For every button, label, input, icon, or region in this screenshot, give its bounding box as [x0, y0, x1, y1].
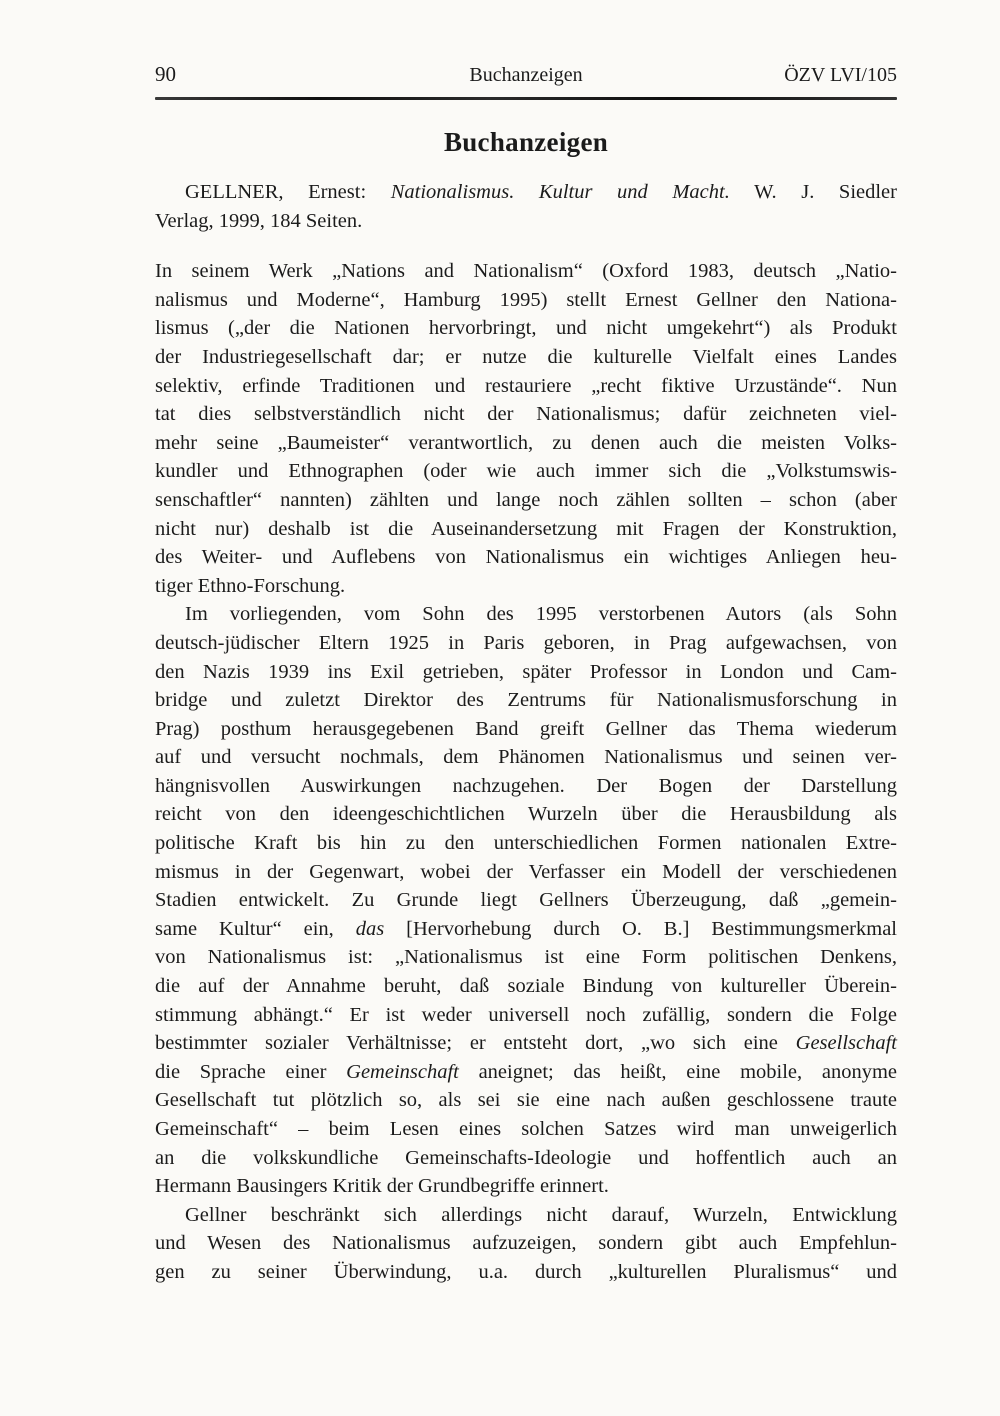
- text-run: gen zu seiner Überwindung, u.a. durch „kulturellen Pluralismus“ und: [155, 1260, 897, 1283]
- page-header: [155, 62, 897, 87]
- text-run: den Nazis 1939 ins Exil getrieben, später Professor in London und Cam-: [155, 660, 897, 683]
- text-line: [155, 658, 897, 687]
- journal-reference: ÖZV LVI/105: [784, 64, 897, 86]
- text-line: [155, 286, 897, 315]
- section-title: Buchanzeigen: [443, 127, 609, 157]
- text-run: tiger Ethno-Forschung.: [155, 574, 346, 597]
- text-run: reicht von den ideengeschichtlichen Wurzeln über die Herausbildung als: [155, 803, 897, 826]
- text-line: [155, 207, 897, 236]
- text-line: [155, 178, 897, 207]
- text-run: stimmung abhängt.“ Er ist weder universell noch zufällig, sondern die Folge: [155, 1003, 897, 1026]
- text-line: [155, 600, 897, 629]
- text-run: In seinem Werk „Nations and Nationalism“ (Oxford 1983, deutsch „Natio-: [155, 260, 897, 283]
- text-run: lismus („der die Nationen hervorbringt, und nicht umgekehrt“) als Produkt: [155, 317, 897, 340]
- text-line: [155, 772, 897, 801]
- text-line: [155, 629, 897, 658]
- text-run: Stadien entwickelt. Zu Grunde liegt Gellners Überzeugung, daß „gemein-: [155, 889, 897, 912]
- text-line: [155, 314, 897, 343]
- text-line: [155, 1058, 897, 1087]
- text-line: [155, 457, 897, 486]
- text-run: selektiv, erfinde Traditionen und restauriere „recht fiktive Urzustände“. Nun: [155, 374, 897, 397]
- text-line: [155, 972, 897, 1001]
- text-run: Gesellschaft tut plötzlich so, als sei sie eine nach außen geschlossene traute: [155, 1089, 897, 1112]
- text-line: [155, 800, 897, 829]
- text-run: von Nationalismus ist: „Nationalismus ist eine Form politischen Denkens,: [155, 946, 897, 969]
- text-column: [155, 62, 897, 1287]
- text-run: des Weiter- und Auflebens von Nationalismus ein wichtiges Anliegen heu-: [155, 546, 897, 569]
- italic-run: das: [355, 917, 385, 940]
- text-line: [155, 572, 897, 601]
- text-line: [155, 829, 897, 858]
- text-line: [155, 486, 897, 515]
- text-line: [155, 1086, 897, 1115]
- text-run: [Hervorhebung durch O. B.] Bestimmungsmerkmal: [384, 917, 897, 940]
- text-run: an die volkskundliche Gemeinschafts-Ideologie und hoffentlich auch an: [155, 1146, 897, 1169]
- paragraph: [155, 178, 897, 235]
- paragraph: [155, 600, 897, 1200]
- text-line: [155, 858, 897, 887]
- review-text: [155, 178, 897, 1287]
- text-run: Gemeinschaft“ – beim Lesen eines solchen Satzes wird man unweigerlich: [155, 1118, 897, 1140]
- text-line: [155, 372, 897, 401]
- paragraph: [155, 1201, 897, 1287]
- text-run: tat dies selbstverständlich nicht der Nationalismus; dafür zeichneten viel-: [155, 403, 897, 426]
- text-line: [155, 743, 897, 772]
- text-line: [155, 1144, 897, 1173]
- italic-run: Nationalismus. Kultur und Macht.: [390, 181, 730, 203]
- text-run: W. J. Siedler: [729, 181, 897, 203]
- text-run: deutsch-jüdischer Eltern 1925 in Paris geboren, in Prag aufgewachsen, von: [155, 631, 897, 654]
- text-line: [155, 400, 897, 429]
- text-run: aneignet; das heißt, eine mobile, anonyme: [458, 1060, 897, 1083]
- text-run: Verlag, 1999, 184 Seiten.: [155, 209, 363, 232]
- text-line: [155, 943, 897, 972]
- italic-run: Gesellschaft: [795, 1032, 897, 1055]
- text-line: [155, 686, 897, 715]
- italic-run: Gemeinschaft: [346, 1060, 459, 1083]
- text-line: [155, 1201, 897, 1230]
- text-run: die Sprache einer: [155, 1060, 347, 1083]
- text-run: politische Kraft bis hin zu den unterschiedlichen Formen nationalen Extre-: [155, 832, 897, 855]
- page-number: 90: [155, 62, 176, 86]
- text-run: GELLNER, Ernest:: [185, 181, 391, 203]
- text-run: bridge und zuletzt Direktor des Zentrums für Nationalismusforschung in: [155, 689, 897, 712]
- text-run: Prag) posthum herausgegebenen Band greift Gellner das Thema wiederum: [155, 717, 897, 740]
- text-run: die auf der Annahme beruht, daß soziale Bindung von kultureller Überein-: [155, 975, 897, 998]
- text-run: mismus in der Gegenwart, wobei der Verfasser ein Modell der verschiedenen: [155, 860, 897, 883]
- text-line: [155, 543, 897, 572]
- text-run: nalismus und Moderne“, Hamburg 1995) stellt Ernest Gellner den Nationa-: [155, 288, 897, 311]
- text-line: [155, 1229, 897, 1258]
- text-line: [155, 1029, 897, 1058]
- text-line: [155, 1172, 897, 1201]
- text-run: Gellner beschränkt sich allerdings nicht darauf, Wurzeln, Entwicklung: [185, 1203, 897, 1226]
- text-run: mehr seine „Baumeister“ verantwortlich, zu denen auch die meisten Volks-: [155, 431, 897, 454]
- text-line: [155, 915, 897, 944]
- text-line: [155, 1001, 897, 1030]
- header-rule: [155, 97, 897, 100]
- text-run: nicht nur) deshalb ist die Auseinandersetzung mit Fragen der Konstruktion,: [155, 517, 897, 540]
- text-run: der Industriegesellschaft dar; er nutze die kulturelle Vielfalt eines Landes: [155, 345, 897, 368]
- text-run: Hermann Bausingers Kritik der Grundbegriffe erinnert.: [155, 1175, 609, 1198]
- text-run: Im vorliegenden, vom Sohn des 1995 verstorbenen Autors (als Sohn: [185, 603, 897, 626]
- text-run: bestimmter sozialer Verhältnisse; er entsteht dort, „wo sich eine: [155, 1032, 796, 1055]
- text-run: kundler und Ethnographen (oder wie auch immer sich die „Volkstumswis-: [155, 460, 897, 483]
- text-line: [155, 715, 897, 744]
- text-line: [155, 1115, 897, 1144]
- text-run: auf und versucht nochmals, dem Phänomen Nationalismus und seinen ver-: [155, 746, 897, 769]
- paragraph: [155, 257, 897, 600]
- text-line: [155, 257, 897, 286]
- text-run: same Kultur“ ein,: [155, 917, 356, 940]
- text-run: senschaftler“ nannten) zählten und lange noch zählen sollten – schon (aber: [155, 488, 897, 511]
- text-run: und Wesen des Nationalismus aufzuzeigen, sondern gibt auch Empfehlun-: [155, 1232, 897, 1255]
- text-line: [155, 343, 897, 372]
- text-line: [155, 515, 897, 544]
- text-line: [155, 1258, 897, 1287]
- running-title: Buchanzeigen: [469, 64, 583, 86]
- text-run: hängnisvollen Auswirkungen nachzugehen. Der Bogen der Darstellung: [155, 774, 897, 797]
- text-line: [155, 886, 897, 915]
- text-line: [155, 429, 897, 458]
